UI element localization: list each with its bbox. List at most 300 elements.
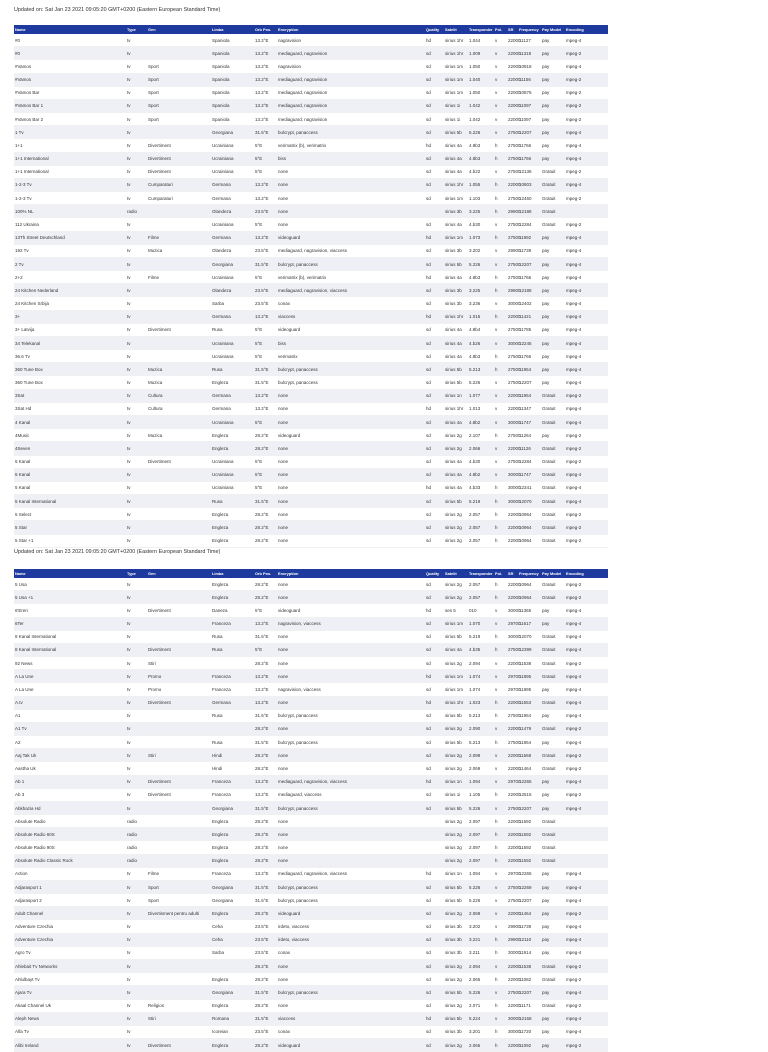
table-cell: Engleza [212, 845, 229, 851]
table-cell: 11421 [519, 314, 532, 320]
table-cell: 11954 [519, 393, 532, 399]
table-cell: sirius 4a [445, 340, 462, 346]
table-cell: 22000 [508, 511, 521, 517]
table-cell: tv [127, 485, 131, 491]
table-cell: 29900 [508, 937, 521, 943]
table-cell: Divertiment [148, 700, 171, 706]
table-row [14, 618, 608, 631]
table-cell: h [495, 353, 498, 359]
table-cell: 3.225 [469, 287, 481, 293]
table-cell: Ceha [212, 937, 223, 943]
table-cell: Gratuit [542, 393, 556, 399]
table-cell: mpeg-2 [566, 660, 582, 666]
table-cell: sirius 2g [445, 858, 462, 864]
table-row [14, 153, 608, 166]
column-header: Gen [148, 571, 156, 576]
table-cell: 5°E [255, 419, 263, 425]
table-row [14, 868, 608, 881]
column-header: Pay Model [542, 27, 562, 32]
table-row [14, 644, 608, 657]
table-cell: mpeg-4 [566, 129, 582, 135]
table-cell: hd [426, 485, 432, 491]
column-header: Transponder [469, 571, 493, 576]
table-cell: 1 Tv [15, 129, 24, 135]
table-cell: sirius 1hr [445, 700, 464, 706]
table-cell: 22000 [508, 581, 521, 587]
table-cell: Rusa [212, 366, 223, 372]
table-cell: pay [542, 871, 550, 877]
table-cell: Engleza [212, 976, 229, 982]
table-cell: h [495, 700, 498, 706]
table-cell: mpeg-2 [566, 726, 582, 732]
table-cell: 3+ Latvija [15, 327, 35, 333]
table-cell: 29900 [508, 248, 521, 254]
table-cell: Georgiana [212, 261, 234, 267]
table-cell: 28.2°E [255, 445, 269, 451]
table-cell: v [495, 1016, 498, 1022]
table-cell: mpeg-4 [566, 897, 582, 903]
table-cell: Engleza [212, 445, 229, 451]
table-cell: 4Seven [15, 445, 31, 451]
table-cell: 11127 [519, 37, 531, 43]
table-cell: pay [542, 1042, 550, 1048]
table-cell: h [495, 634, 498, 640]
table-cell: Ucrainiana [212, 340, 234, 346]
table-cell: 23.5°E [255, 301, 269, 307]
table-cell: 10964 [519, 594, 532, 600]
table-cell: tv [127, 261, 131, 267]
table-cell: 13.2°E [255, 871, 269, 877]
table-cell: mpeg-4 [566, 805, 582, 811]
table-cell: none [278, 581, 289, 587]
table-cell: sirius 2g [445, 538, 462, 544]
table-cell: 11739 [519, 248, 532, 254]
table-row [14, 697, 608, 710]
table-cell: 4 Kanal [15, 419, 31, 425]
table-cell: none [278, 419, 289, 425]
table-cell: 3.236 [469, 301, 481, 307]
table-cell: Rusa [212, 634, 223, 640]
table-cell: 5°E [255, 340, 263, 346]
column-header: Frequency [519, 27, 539, 32]
table-cell: Romana [212, 1016, 230, 1022]
table-cell: v [495, 77, 498, 83]
table-cell: 5.219 [469, 498, 481, 504]
table-cell: Gratuit [542, 1003, 556, 1009]
table-cell: v [495, 261, 498, 267]
table-cell: pay [542, 340, 550, 346]
table-cell: sd [426, 765, 431, 771]
table-cell: 22000 [508, 314, 521, 320]
table-cell: mediaguard, nagravision, viaccess [278, 779, 348, 785]
table-cell: Engleza [212, 524, 229, 530]
table-cell: sd [426, 261, 431, 267]
table-cell: 1.073 [469, 235, 481, 241]
table-row [14, 1013, 608, 1026]
table-cell: sd [426, 90, 431, 96]
table-cell: 11592 [519, 858, 532, 864]
table-cell: 1.094 [469, 871, 481, 877]
table-cell: mpeg-2 [566, 195, 582, 201]
table-cell: sd [426, 419, 431, 425]
table-cell: sd [426, 432, 431, 438]
table-cell: Absolute Radio Classic Rock [15, 858, 73, 864]
table-cell: pay [542, 366, 550, 372]
table-cell: tv [127, 432, 131, 438]
table-cell: 11592 [519, 818, 532, 824]
table-cell: Filme [148, 871, 159, 877]
table-cell: 27500 [508, 989, 521, 995]
table-cell: Franceza [212, 779, 231, 785]
table-cell: Adventure Czechia [15, 924, 54, 930]
table-cell: 4.8b2 [469, 419, 481, 425]
table-cell: 29900 [508, 924, 521, 930]
table-cell: bulcrypt, panaccess [278, 129, 318, 135]
table-cell: sd [426, 221, 431, 227]
table-cell: sirius 3b [445, 208, 462, 214]
column-header: Encryption [278, 27, 299, 32]
table-cell: verimatrix (b), verimatrix [278, 142, 327, 148]
table-cell: 28.2°E [255, 845, 269, 851]
table-cell: Ucrainiana [212, 221, 234, 227]
table-cell: Sport [148, 897, 159, 903]
table-row [14, 1026, 608, 1039]
table-cell: sirius 4a [445, 274, 462, 280]
table-cell: sirius 2g [445, 511, 462, 517]
table-cell: none [278, 765, 289, 771]
table-cell: sirius 1m [445, 90, 464, 96]
table-cell: pay [542, 739, 550, 745]
table-cell: tv [127, 779, 131, 785]
table-cell: A1 Tv [15, 726, 27, 732]
table-cell: 5°E [255, 647, 263, 653]
table-cell: sd [426, 634, 431, 640]
table-row [14, 166, 608, 179]
table-cell: 22000 [508, 910, 521, 916]
table-cell: 13.2°E [255, 50, 269, 56]
table-cell: Sport [148, 77, 159, 83]
table-cell: 27500 [508, 156, 521, 162]
table-row [14, 535, 608, 548]
table-cell: sirius 2g [445, 845, 462, 851]
table-cell: 2.094 [469, 963, 481, 969]
table-row [14, 657, 608, 670]
table-cell: Ucrainiana [212, 169, 234, 175]
table-cell: 11082 [519, 976, 532, 982]
table-cell: 1+1 [15, 142, 23, 148]
table-cell: v [495, 884, 498, 890]
table-cell: 22000 [508, 976, 521, 982]
table-cell: tv [127, 103, 131, 109]
table-cell: 4.8b4 [469, 327, 481, 333]
table-cell: mpeg-4 [566, 380, 582, 386]
table-cell: v [495, 445, 498, 451]
table-cell: 27500 [508, 274, 521, 280]
table-cell: mpeg-2 [566, 459, 582, 465]
table-cell: 5.226 [469, 129, 481, 135]
table-cell: Spaniola [212, 50, 230, 56]
table-cell: Gratuit [542, 221, 556, 227]
table-cell: 13.2°E [255, 792, 269, 798]
table-cell: 13.2°E [255, 116, 269, 122]
table-cell: 2.057 [469, 524, 481, 530]
table-cell: mpeg-4 [566, 366, 582, 372]
table-cell: 12110 [519, 937, 532, 943]
table-row [14, 337, 608, 350]
table-cell: v [495, 621, 498, 627]
table-cell: Filme [148, 235, 159, 241]
table-cell: 13.2°E [255, 686, 269, 692]
table-cell: sd [426, 511, 431, 517]
table-cell: 29700 [508, 871, 521, 877]
table-cell: irdeto, viaccess [278, 924, 310, 930]
table-cell: 23.5°E [255, 950, 269, 956]
table-cell: sirius 5b [445, 897, 462, 903]
table-cell: sirius 5b [445, 380, 462, 386]
table-cell: Promo [148, 686, 162, 692]
table-cell: Gratuit [542, 498, 556, 504]
table-cell: pay [542, 937, 550, 943]
table-cell: pay [542, 792, 550, 798]
table-cell: none [278, 976, 289, 982]
updated-text-1: Updated on: Sat Jan 23 2021 09:05:20 GMT+0200 (Eastern European Standard Time) [14, 7, 221, 13]
column-header: Quality [426, 27, 440, 32]
table-cell: 11479 [519, 726, 532, 732]
table-cell: 4.8b2 [469, 472, 481, 478]
table-row [14, 683, 608, 696]
table-cell: tv [127, 673, 131, 679]
table-cell: tv [127, 1016, 131, 1022]
table-cell: mpeg-4 [566, 634, 582, 640]
table-row [14, 100, 608, 113]
table-cell: none [278, 594, 289, 600]
updated-text-2: Updated on: Sat Jan 23 2021 09:05:20 GMT+0200 (Eastern European Standard Time) [14, 549, 221, 555]
table-cell: 27500 [508, 142, 521, 148]
column-header: SR [508, 27, 514, 32]
column-header: Orb Pos. [255, 571, 272, 576]
table-cell: 22000 [508, 963, 521, 969]
table-cell: 13.2°E [255, 77, 269, 83]
table-cell: 22000 [508, 406, 521, 412]
table-cell: 22000 [508, 845, 521, 851]
table-cell: Gratuit [542, 976, 556, 982]
table-cell: 22000 [508, 63, 521, 69]
table-cell: Ahlebait Tv Networks [15, 963, 58, 969]
table-cell: Divertiment [148, 142, 171, 148]
table-cell: tv [127, 393, 131, 399]
table-cell: Alibi Ireland [15, 1042, 39, 1048]
table-cell: v [495, 459, 498, 465]
table-cell: Cultura [148, 406, 163, 412]
table-cell: 11895 [519, 673, 532, 679]
table-cell: tv [127, 314, 131, 320]
table-cell: mediaguard, viaccess [278, 792, 322, 798]
table-cell: 4Music [15, 432, 30, 438]
table-cell: h [495, 274, 498, 280]
table-cell: none [278, 818, 289, 824]
table-cell: pay [542, 129, 550, 135]
table-cell: Ucrainiana [212, 485, 234, 491]
table-cell: 1.050 [469, 90, 481, 96]
table-cell: tv [127, 182, 131, 188]
table-row [14, 604, 608, 617]
table-cell: 1.009 [469, 50, 481, 56]
table-cell: 30000 [508, 950, 521, 956]
table-cell: 12284 [519, 459, 532, 465]
table-row [14, 74, 608, 87]
table-cell: 5°E [255, 472, 263, 478]
table-cell: 3Sat Hd [15, 406, 32, 412]
table-cell: hd [426, 673, 432, 679]
table-cell: sirius 1m [445, 235, 464, 241]
table-cell: sirius 2g [445, 765, 462, 771]
table-cell: Agro Tv [15, 950, 31, 956]
table-row [14, 245, 608, 258]
table-cell: 11538 [519, 660, 532, 666]
table-cell: pay [542, 37, 550, 43]
table-row [14, 232, 608, 245]
table-cell: none [278, 169, 289, 175]
table-cell: verimatrix (b), verimatrix [278, 274, 327, 280]
table-cell: Adult Channel [15, 910, 44, 916]
table-cell: Ucrainiana [212, 274, 234, 280]
table-cell: 1.103 [469, 195, 481, 201]
table-cell: v [495, 765, 498, 771]
table-cell: 30000 [508, 634, 521, 640]
table-cell: 11568 [519, 752, 532, 758]
table-cell: 13.2°E [255, 700, 269, 706]
table-cell: Gratuit [542, 963, 556, 969]
table-cell: sirius 5b [445, 129, 462, 135]
table-cell: pay [542, 713, 550, 719]
table-cell: Gratuit [542, 419, 556, 425]
table-cell: 34 Telekanal [15, 340, 41, 346]
table-cell: 5.219 [469, 634, 481, 640]
table-cell: Engleza [212, 831, 229, 837]
table-cell: mpeg-2 [566, 221, 582, 227]
table-row [14, 284, 608, 297]
table-cell: sd [426, 884, 431, 890]
table-cell: 11097 [519, 116, 532, 122]
table-cell: 4.b30 [469, 221, 481, 227]
table-cell: sirius 1i [445, 116, 461, 122]
table-row [14, 907, 608, 920]
table-cell: sd [426, 594, 431, 600]
table-row [14, 881, 608, 894]
table-cell: v [495, 103, 498, 109]
table-cell: 11318 [519, 50, 532, 56]
table-cell: Muzica [148, 248, 163, 254]
table-cell: mpeg-2 [566, 116, 582, 122]
table-row [14, 350, 608, 363]
table-cell: 2.065 [469, 1042, 481, 1048]
table-cell: Engleza [212, 858, 229, 864]
table-cell: pay [542, 950, 550, 956]
table-cell: sirius 1m [445, 621, 464, 627]
table-cell: mpeg-4 [566, 248, 582, 254]
table-cell: conax [278, 1029, 291, 1035]
table-cell: none [278, 498, 289, 504]
table-cell: sd [426, 621, 431, 627]
table-cell: tv [127, 897, 131, 903]
table-cell: sd [426, 459, 431, 465]
table-cell: 11538 [519, 963, 532, 969]
table-cell: sirius 1m [445, 673, 464, 679]
table-cell: radio [127, 845, 138, 851]
table-cell: 31.5°E [255, 129, 269, 135]
table-cell: 1.077 [469, 393, 481, 399]
table-cell: sirius 1m [445, 686, 464, 692]
table-cell: 27500 [508, 897, 521, 903]
table-cell: tv [127, 1003, 131, 1009]
table-cell: mpeg-4 [566, 301, 582, 307]
table-cell: 23.5°E [255, 248, 269, 254]
table-cell: Spaniola [212, 37, 230, 43]
table-cell: Gratuit [542, 700, 556, 706]
column-header: Gen [148, 27, 156, 32]
table-cell: v [495, 129, 498, 135]
table-cell: sirius 2g [445, 594, 462, 600]
table-cell: sirius 4a [445, 459, 462, 465]
table-cell: tv [127, 1029, 131, 1035]
table-cell: tv [127, 248, 131, 254]
table-cell: 10818 [519, 63, 532, 69]
table-cell: 12070 [519, 498, 532, 504]
table-cell: radio [127, 858, 138, 864]
table-cell: Daneza [212, 607, 228, 613]
table-cell: mpeg-4 [566, 700, 582, 706]
table-cell: 5 Kanal International [15, 498, 57, 504]
table-cell: videoguard [278, 235, 301, 241]
table-cell: mpeg-2 [566, 103, 582, 109]
table-cell: Olandeza [212, 248, 232, 254]
table-cell: bulcrypt, panaccess [278, 380, 318, 386]
table-cell: 29700 [508, 621, 521, 627]
table-cell: 13.2°E [255, 235, 269, 241]
table-cell: 11747 [519, 472, 532, 478]
table-cell: Divertiment [148, 156, 171, 162]
table-cell: none [278, 445, 289, 451]
table-cell: mediaguard, nagravision, viaccess [278, 871, 348, 877]
table-cell: 11171 [519, 1003, 531, 1009]
table-cell: 2.097 [469, 818, 481, 824]
table-cell: videoguard [278, 327, 301, 333]
table-cell: v [495, 752, 498, 758]
table-row [14, 986, 608, 999]
table-cell: mpeg-4 [566, 419, 582, 425]
table-row [14, 749, 608, 762]
table-cell: 12188 [519, 287, 532, 293]
table-cell: Franceza [212, 792, 231, 798]
table-cell: tv [127, 937, 131, 943]
table-cell: sd [426, 301, 431, 307]
table-cell: 4.b35 [469, 647, 481, 653]
table-cell: 5°E [255, 221, 263, 227]
table-cell: 31.5°E [255, 805, 269, 811]
table-cell: h [495, 511, 498, 517]
column-header: Limba [212, 27, 224, 32]
table-cell: 11785 [519, 327, 532, 333]
table-cell: 10964 [519, 511, 532, 517]
table-cell: none [278, 538, 289, 544]
table-cell: 13.2°E [255, 37, 269, 43]
table-row [14, 762, 608, 775]
table-cell: v [495, 686, 498, 692]
table-cell: bulcrypt, panaccess [278, 897, 318, 903]
table-cell: sd [426, 77, 431, 83]
table-cell: 13.2°E [255, 779, 269, 785]
table-cell: 27500 [508, 380, 521, 386]
